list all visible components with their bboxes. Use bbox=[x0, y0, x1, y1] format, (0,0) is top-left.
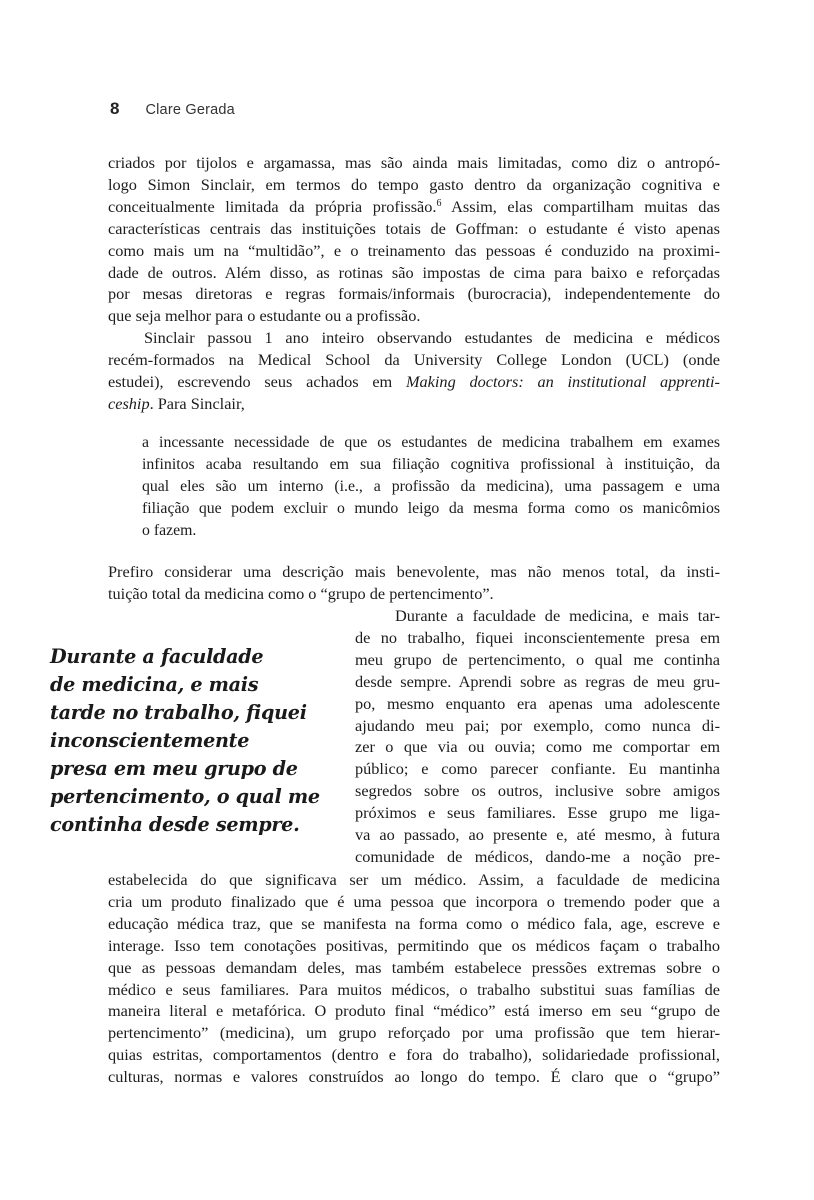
text-line: comunidade de médicos, dando-me a noção pre- bbox=[355, 846, 720, 866]
text-line: maneira literal e metafórica. O produto final “médico” está imerso em seu “grupo de bbox=[108, 1001, 720, 1021]
footnote-reference[interactable]: 6 bbox=[436, 197, 442, 209]
pull-quote-line: presa em meu grupo de bbox=[50, 757, 298, 780]
text-line: Sinclair passou 1 ano inteiro observando estudantes de medicina e médicos bbox=[144, 328, 720, 347]
text-line: Durante a faculdade de medicina, e mais tar- bbox=[395, 606, 720, 625]
text-line: pertencimento” (medicina), um grupo reforçado por uma profissão que tem hierar- bbox=[108, 1023, 720, 1043]
text-line: dade de outros. Além disso, as rotinas são impostas de cima para baixo e reforçadas bbox=[108, 262, 720, 282]
running-header bbox=[110, 99, 235, 121]
pull-quote-line: continha desde sempre. bbox=[50, 813, 300, 836]
paragraph-2 bbox=[108, 327, 720, 415]
text-line: como mais um na “multidão”, e o treinamento das pessoas é conduzido na proximi- bbox=[108, 240, 720, 260]
text-line: tuição total da medicina como o “grupo de pertencimento”. bbox=[108, 583, 494, 603]
text-line: médico e seus familiares. Para muitos médicos, o trabalho substitui suas famílias de bbox=[108, 979, 720, 999]
quote-line: filiação que podem excluir o mundo leigo da mesma forma como os manicômios bbox=[142, 500, 720, 517]
text-line: que seja melhor para o estudante ou a profissão. bbox=[108, 306, 421, 326]
text-line: zer o que via ou ouvia; como me comportar em bbox=[355, 737, 720, 757]
pull-quote-line: Durante a faculdade bbox=[50, 645, 264, 668]
paragraph-3 bbox=[108, 561, 720, 605]
text-line: Prefiro considerar uma descrição mais benevolente, mas não menos total, da insti- bbox=[108, 562, 720, 581]
text-line: ajudando meu pai; por exemplo, como nunca di- bbox=[355, 715, 720, 735]
text-line: próximos e seus familiares. Esse grupo me liga- bbox=[355, 803, 720, 823]
page-number: 8 bbox=[110, 99, 120, 118]
text-line: características centrais das instituições totais de Goffman: o estudante é visto apenas bbox=[108, 218, 720, 238]
book-title: Making doctors: an institutional apprenti- bbox=[405, 371, 720, 391]
text-line: va ao passado, ao presente e, até mesmo, à futura bbox=[355, 825, 720, 845]
text-line: culturas, normas e valores construídos ao longo do tempo. É claro que o “grupo” bbox=[108, 1067, 720, 1087]
text-fragment: . Para Sinclair, bbox=[149, 393, 245, 413]
text-line: recém-formados na Medical School da University College London (UCL) (onde bbox=[108, 349, 720, 369]
pull-quote-line: de medicina, e mais bbox=[50, 673, 259, 696]
paragraph-4-full bbox=[108, 869, 720, 1088]
quote-line: infinitos acaba resultando em sua filiação cognitiva profissional à instituição, da bbox=[142, 456, 720, 473]
text-line: criados por tijolos e argamassa, mas são ainda mais limitadas, como diz o antropó- bbox=[108, 153, 720, 172]
text-line: meu grupo de pertencimento, o qual me continha bbox=[355, 649, 720, 669]
text-line: de no trabalho, fiquei inconscientemente presa em bbox=[355, 627, 720, 647]
text-line: educação médica traz, que se manifesta na forma como o médico fala, age, escreve e bbox=[108, 913, 720, 933]
text-line: interage. Isso tem conotações positivas, permitindo que os médicos façam o trabalho bbox=[108, 935, 720, 955]
block-quote bbox=[142, 432, 720, 542]
text-fragment: Assim, elas compartilham muitas das bbox=[441, 196, 721, 216]
pull-quote-line: pertencimento, o qual me bbox=[50, 785, 320, 808]
text-line: cria um produto finalizado que é uma pessoa que incorpora o tremendo poder que a bbox=[108, 891, 720, 911]
text-line: segredos sobre os outros, inclusive sobre amigos bbox=[355, 781, 720, 801]
pull-quote bbox=[50, 643, 320, 839]
text-line bbox=[108, 393, 720, 415]
author-name: Clare Gerada bbox=[145, 102, 235, 118]
text-line: quias estritas, comportamentos (dentro e fora do trabalho), solidariedade profissional, bbox=[108, 1045, 720, 1065]
text-line: desde sempre. Aprendi sobre as regras de meu gru- bbox=[355, 671, 720, 691]
text-line-with-footnote bbox=[108, 196, 720, 218]
text-line: po, mesmo enquanto era apenas uma adolescente bbox=[355, 693, 720, 713]
text-fragment: estudei), escrevendo seus achados em bbox=[108, 371, 406, 391]
text-line: por mesas diretoras e regras formais/informais (burocracia), independentemente do bbox=[108, 284, 720, 304]
text-line bbox=[108, 371, 720, 393]
quote-line: qual eles são um interno (i.e., a profissão da medicina), uma passagem e uma bbox=[142, 478, 720, 495]
text-line: público; e como parecer confiante. Eu mantinha bbox=[355, 759, 720, 779]
paragraph-1 bbox=[108, 152, 720, 327]
text-fragment: conceitualmente limitada da própria profissão. bbox=[108, 196, 437, 216]
quote-line: o fazem. bbox=[142, 522, 197, 539]
pull-quote-line: tarde no trabalho, fiquei bbox=[50, 701, 307, 724]
paragraph-4-wrapped bbox=[355, 605, 720, 868]
quote-line: a incessante necessidade de que os estudantes de medicina trabalhem em exames bbox=[142, 434, 720, 451]
book-title-continued: ceship bbox=[108, 393, 150, 413]
pull-quote-line: inconscientemente bbox=[50, 729, 250, 752]
text-line: que as pessoas demandam deles, mas também estabelece pressões extremas sobre o bbox=[108, 957, 720, 977]
text-line: logo Simon Sinclair, em termos do tempo gasto dentro da organização cognitiva e bbox=[108, 174, 720, 194]
text-line: estabelecida do que significava ser um médico. Assim, a faculdade de medicina bbox=[108, 870, 720, 889]
